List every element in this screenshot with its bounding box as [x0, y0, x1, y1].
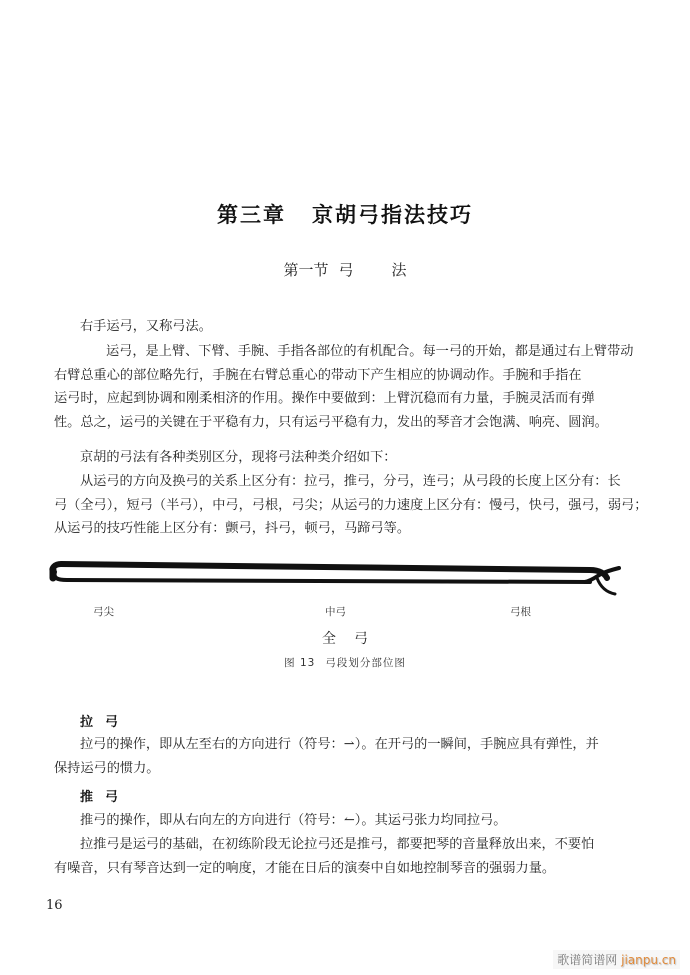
- section-word-2: 法: [391, 261, 407, 279]
- text-line: 有噪音，只有琴音达到一定的响度，才能在日后的演奏中自如地控制琴音的强弱力量。: [54, 860, 556, 876]
- label-bow-root: 弓根: [510, 606, 531, 618]
- section-number: 第一节: [283, 261, 329, 279]
- text-line: 运弓时，应起到协调和刚柔相济的作用。操作中要做到：上臂沉稳而有力量，手腕灵活而有弹: [54, 391, 595, 407]
- watermark-text: 歌谱简谱网: [557, 953, 618, 967]
- text-line: 从运弓的方向及换弓的关系上区分有：拉弓，推弓，分弓，连弓；从弓段的长度上区分有：长: [80, 474, 621, 489]
- section-title: [0, 259, 690, 280]
- label-bow-tip: 弓尖: [93, 606, 114, 618]
- paragraph-basics: [54, 833, 620, 880]
- heading-la-gong: [80, 711, 118, 730]
- text-line: 右手运弓，又称弓法。: [80, 319, 212, 334]
- text-line: 保持运弓的惯力。: [54, 760, 160, 776]
- chapter-title: [0, 199, 690, 229]
- paragraph-bowing-types-intro: [80, 446, 620, 470]
- label-bow-middle: 中弓: [325, 606, 346, 618]
- watermark: [553, 950, 680, 969]
- heading-tui-gong: [80, 786, 118, 805]
- intro-paragraph: [80, 315, 620, 339]
- label-full-bow: [0, 628, 690, 648]
- chapter-number: 第三章: [217, 203, 286, 227]
- text-line: 弓（全弓），短弓（半弓），中弓，弓根，弓尖；从运弓的力速度上区分有：慢弓，快弓，强弓，弱弓；: [54, 497, 648, 513]
- section-word-1: 弓: [338, 261, 354, 279]
- heading-word-1: 推: [80, 790, 94, 805]
- heading-word-2: 弓: [105, 790, 119, 805]
- paragraph-tui-gong: [80, 809, 620, 833]
- text-line: 性。总之，运弓的关键在于平稳有力，只有运弓平稳有力，发出的琴音才会饱满、响亮、圆润。: [54, 414, 608, 430]
- text-line: 拉弓的操作，即从左至右的方向进行（符号：⇀）。在开弓的一瞬间，手腕应具有弹性，并: [80, 737, 599, 752]
- text-line: 右臂总重心的部位略先行，手腕在右臂总重心的带动下产生相应的协调动作。手腕和手指在: [54, 367, 582, 383]
- bow-illustration: [45, 558, 630, 608]
- watermark-brand: jianpu.cn: [621, 953, 676, 967]
- text-line: 京胡的弓法有各种类别区分，现将弓法种类介绍如下：: [80, 450, 397, 465]
- text-line: 运弓，是上臂、下臂、手腕、手指各部位的有机配合。每一弓的开始，都是通过右上臂带动: [106, 344, 634, 359]
- heading-word-2: 弓: [105, 715, 119, 730]
- text-line: 从运弓的技巧性能上区分有：颤弓，抖弓，顿弓，马蹄弓等。: [54, 521, 411, 537]
- figure-number: 图 13: [284, 657, 316, 669]
- full-bow-word-2: 弓: [354, 631, 368, 647]
- figure-caption-text: 弓段划分部位图: [325, 657, 406, 669]
- text-line: 推弓的操作，即从右向左的方向进行（符号：↼）。其运弓张力均同拉弓。: [80, 813, 507, 828]
- paragraph-bowing-mechanics: [54, 340, 634, 434]
- figure-caption: [0, 655, 690, 670]
- heading-word-1: 拉: [80, 715, 94, 730]
- paragraph-la-gong: [54, 733, 620, 780]
- text-line: 拉推弓是运弓的基础，在初练阶段无论拉弓还是推弓，都要把琴的音量释放出来，不要怕: [80, 837, 595, 852]
- page-number: 16: [46, 898, 63, 913]
- chapter-name: 京胡弓指法技巧: [312, 203, 473, 227]
- paragraph-bowing-categories: [54, 470, 648, 541]
- full-bow-word-1: 全: [322, 631, 336, 647]
